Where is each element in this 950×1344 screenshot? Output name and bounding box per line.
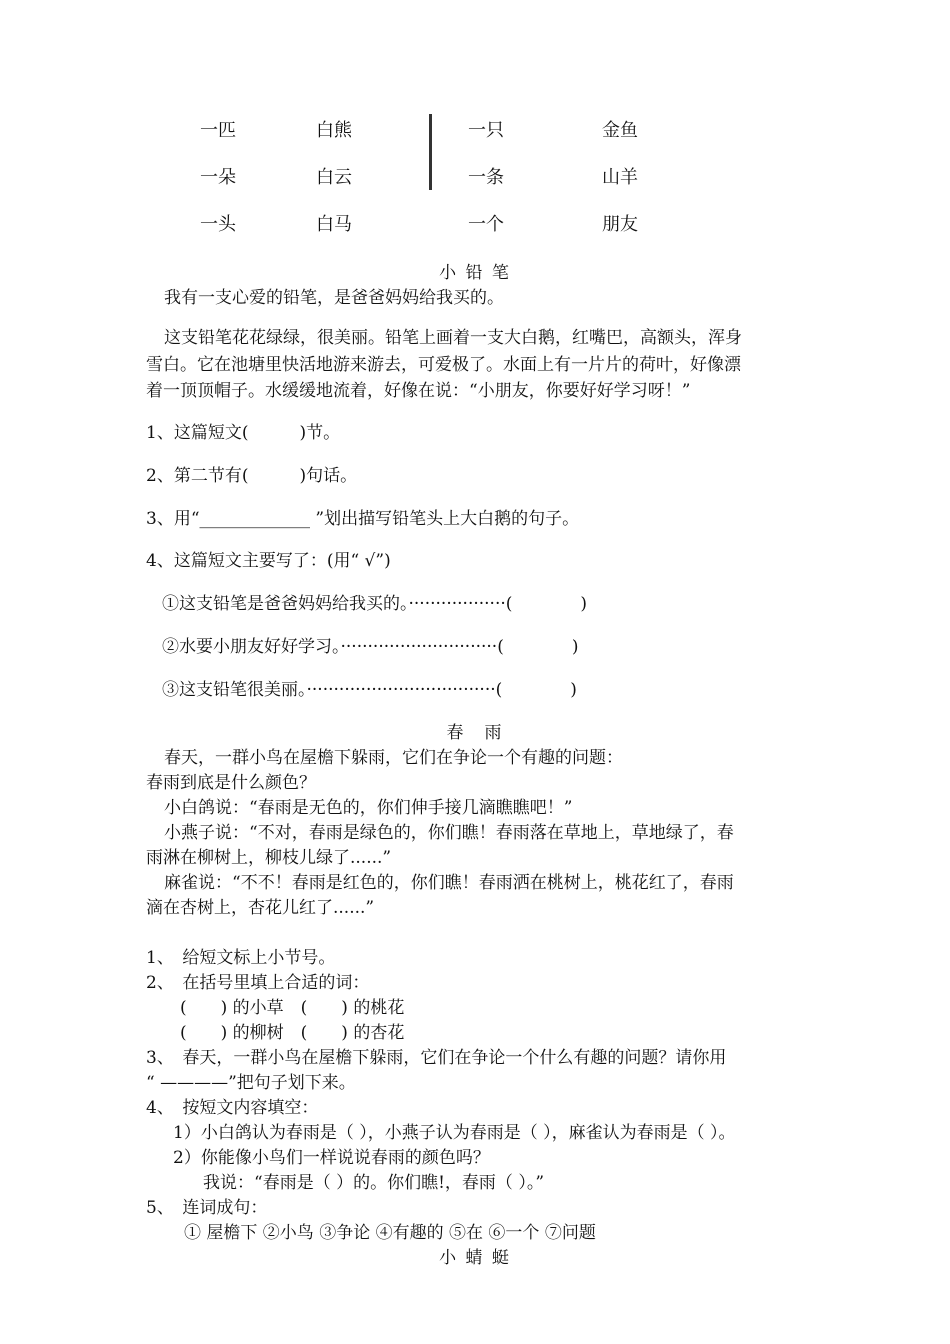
noun-word: 白云 [316,167,352,188]
measure-word: 一朵 [200,167,236,188]
paragraph-line: 这支铅笔花花绿绿，很美丽。铅笔上画着一支大白鹅，红嘴巴，高额头，浑身 [164,328,742,348]
question-sub: “ ————”把句子划下来。 [146,1073,356,1093]
paragraph-line: 小白鸽说：“春雨是无色的，你们伸手接几滴瞧瞧吧！” [164,798,573,818]
noun-word: 白马 [316,214,352,235]
paragraph-line: 滴在杏树上，杏花儿红了......” [146,898,375,918]
question-sub: 1）小白鸽认为春雨是（ ），小燕子认为春雨是（ ），麻雀认为春雨是（ ）。 [173,1123,736,1143]
question: 2、第二节有( )句话。 [146,466,358,486]
question: 1、这篇短文( )节。 [146,423,341,443]
passage-title: 小 蜻 蜓 [439,1248,511,1268]
noun-word: 朋友 [602,214,638,235]
noun-word: 白熊 [316,120,352,141]
answer-option: ②水要小朋友好好学习。·····························( ) [162,637,579,657]
measure-word: 一头 [200,214,236,235]
question: 3、 春天，一群小鸟在屋檐下躲雨，它们在争论一个什么有趣的问题？请你用 [146,1048,727,1068]
question-sub: ( ) 的小草 ( ) 的桃花 [180,998,405,1018]
paragraph-line: 春天，一群小鸟在屋檐下躲雨，它们在争论一个有趣的问题： [164,748,623,768]
paragraph-line: 雨淋在柳树上，柳枝儿绿了......” [146,848,392,868]
question-sub: ① 屋檐下 ②小鸟 ③争论 ④有趣的 ⑤在 ⑥一个 ⑦问题 [184,1223,596,1243]
paragraph-line: 我有一支心爱的铅笔，是爸爸妈妈给我买的。 [164,288,504,308]
column-divider [429,114,432,190]
paragraph-line: 麻雀说：“不不！春雨是红色的，你们瞧！春雨洒在桃树上，桃花红了，春雨 [164,873,734,893]
answer-option: ③这支铅笔很美丽。···································( ) [162,680,577,700]
paragraph-line: 雪白。它在池塘里快活地游来游去，可爱极了。水面上有一片片的荷叶，好像漂 [146,355,741,375]
measure-word: 一匹 [200,120,236,141]
question: 1、 给短文标上小节号。 [146,948,336,968]
noun-word: 金鱼 [602,120,638,141]
question: 4、这篇短文主要写了：(用“ √”) [146,551,391,571]
paragraph-line: 着一顶顶帽子。水缓缓地流着，好像在说：“小朋友，你要好好学习呀！” [146,381,691,401]
question: 3、用“_____________ ”划出描写铅笔头上大白鹅的句子。 [146,509,580,529]
measure-word: 一只 [468,120,504,141]
question: 4、 按短文内容填空： [146,1098,319,1118]
question-sub: 我说：“春雨是（ ）的。你们瞧!，春雨（ ）。” [203,1173,545,1193]
question-sub: ( ) 的柳树 ( ) 的杏花 [180,1023,405,1043]
passage-title: 小 铅 笔 [439,263,511,283]
paragraph-line: 小燕子说：“不对，春雨是绿色的，你们瞧！春雨落在草地上，草地绿了，春 [164,823,734,843]
question: 2、 在括号里填上合适的词： [146,973,370,993]
passage-title: 春 雨 [446,723,504,743]
measure-word: 一个 [468,214,504,235]
answer-option: ①这支铅笔是爸爸妈妈给我买的。··················( ) [162,594,588,614]
question-sub: 2）你能像小鸟们一样说说春雨的颜色吗？ [173,1148,490,1168]
question: 5、 连词成句： [146,1198,268,1218]
paragraph-line: 春雨到底是什么颜色？ [146,773,316,793]
noun-word: 山羊 [602,167,638,188]
measure-word: 一条 [468,167,504,188]
